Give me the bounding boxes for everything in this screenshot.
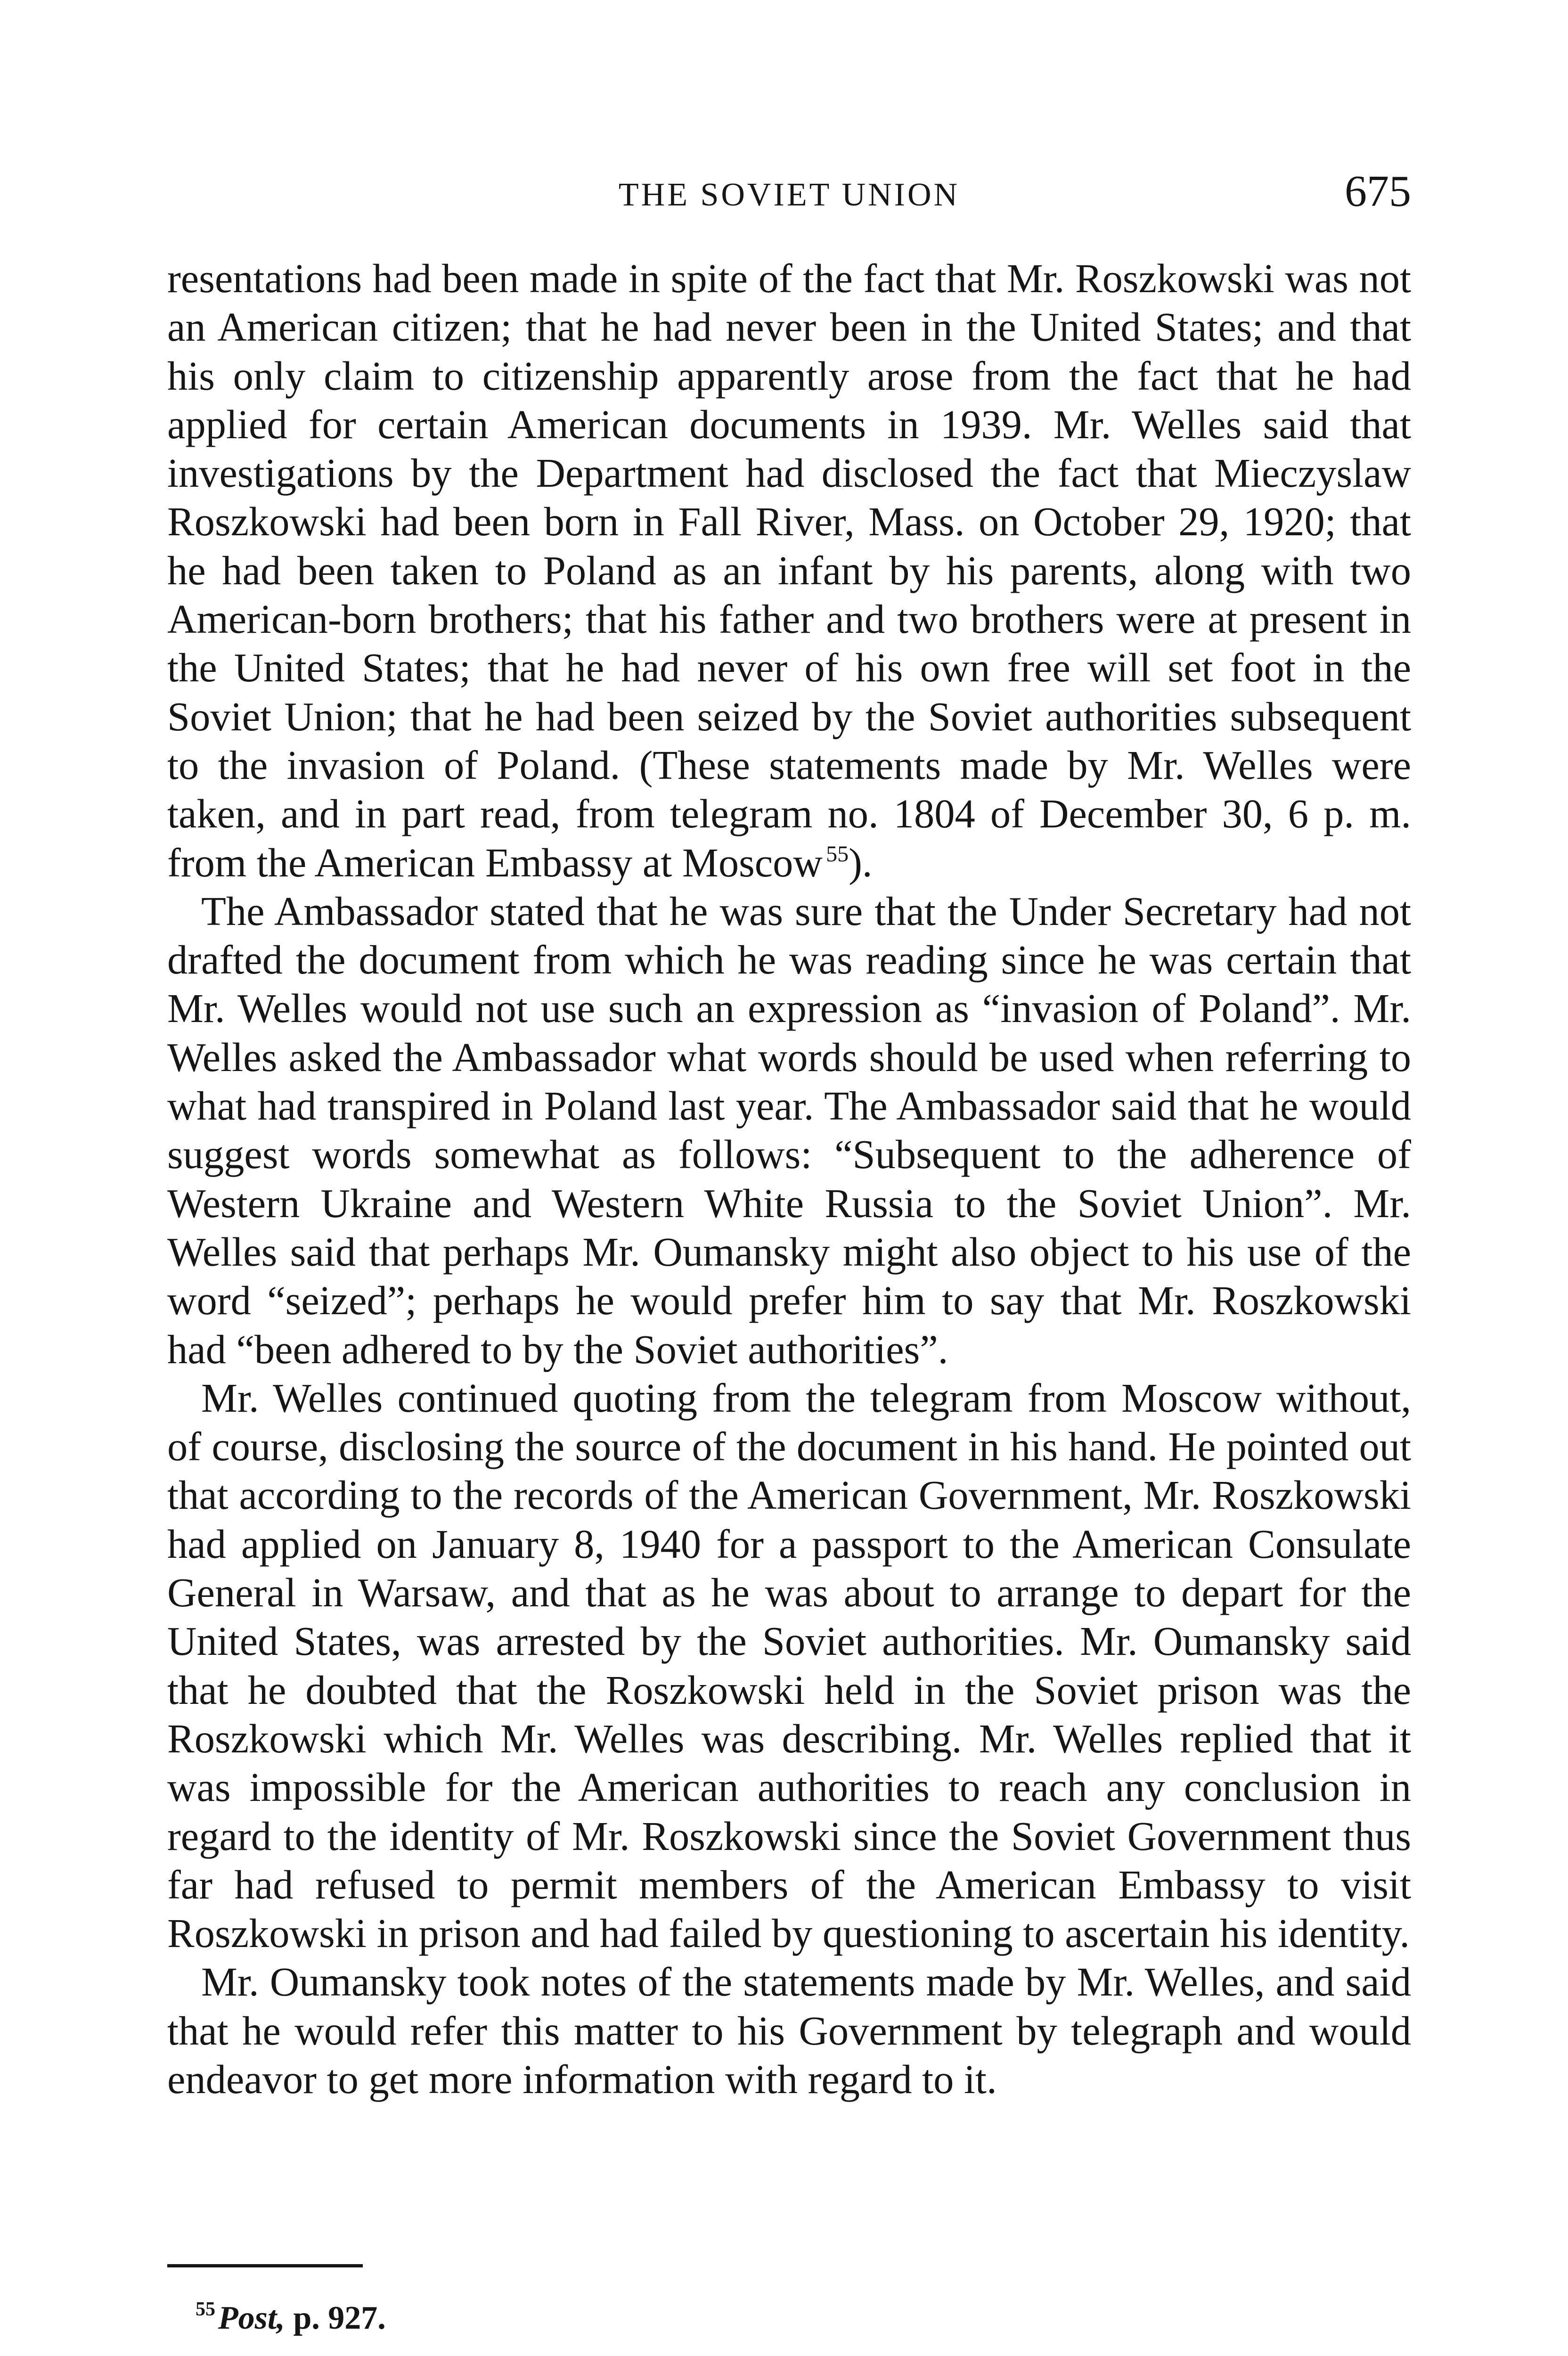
paragraph-continued [167, 254, 1411, 887]
paragraph: Mr. Oumansky took notes of the statements made by Mr. Welles, and said that he would refer this matter to his Government by telegraph and would endeavor to get more information with regard to it. [167, 1959, 1411, 2102]
paragraph-text: resentations had been made in spite of the fact that Mr. Roszkowski was not an American citizen; that he had never been in the United States; and that his only claim to citizenship apparently arose from the fact that he had applied for certain American documents in 1939. Mr. Welles said that investigations by the Department had disclosed the fact that Mieczyslaw Roszkowski had been born in Fall River, Mass. on October 29, 1920; that he had been taken to Poland as an infant by his parents, along with two American-born brothers; that his father and two brothers were at present in the United States; that he had never of his own free will set foot in the Soviet Union; that he had been seized by the Soviet authorities subsequent to the invasion of Poland. (These statements made by Mr. Welles were taken, and in part read, from telegram no. 1804 of December 30, 6 p. m. from the American Embassy at Moscow [167, 256, 1411, 885]
footnote [196, 2299, 386, 2337]
paragraph-text-tail: ). [849, 840, 873, 885]
body-text [167, 254, 1411, 2104]
page-number: 675 [1345, 167, 1411, 216]
footnote-divider [167, 2264, 363, 2267]
paragraph: Mr. Welles continued quoting from the telegram from Moscow without, of course, disclosing the source of the document in his hand. He pointed out that according to the records of the American Government, Mr. Roszkowski had applied on January 8, 1940 for a passport to the American Consulate General in Warsaw, and that as he was about to arrange to depart for the United States, was arrested by the Soviet authorities. Mr. Oumansky said that he doubted that the Roszkowski held in the Soviet prison was the Roszkowski which Mr. Welles was describing. Mr. Welles replied that it was impossible for the American authorities to reach any conclusion in regard to the identity of Mr. Roszkowski since the Soviet Government thus far had refused to permit members of the American Embassy to visit Roszkowski in prison and had failed by questioning to ascertain his identity. [167, 1375, 1411, 1956]
paragraph: The Ambassador stated that he was sure that the Under Secretary had not drafted the document from which he was reading since he was certain that Mr. Welles would not use such an expression as “invasion of Poland”. Mr. Welles asked the Ambassador what words should be used when referring to what had transpired in Poland last year. The Ambassador said that he would suggest words somewhat as follows: “Subsequent to the adherence of Western Ukraine and Western White Russia to the Soviet Union”. Mr. Welles said that perhaps Mr. Oumansky might also object to his use of the word “seized”; perhaps he would prefer him to say that Mr. Roszkowski had “been adhered to by the Soviet authorities”. [167, 888, 1411, 1372]
footnote-citation: Post, [218, 2300, 285, 2336]
running-head [167, 168, 1411, 220]
footnote-text: p. 927. [285, 2300, 386, 2336]
footnote-reference: 55 [826, 841, 849, 867]
footnote-mark: 55 [196, 2299, 215, 2320]
running-title: THE SOVIET UNION [618, 177, 960, 213]
